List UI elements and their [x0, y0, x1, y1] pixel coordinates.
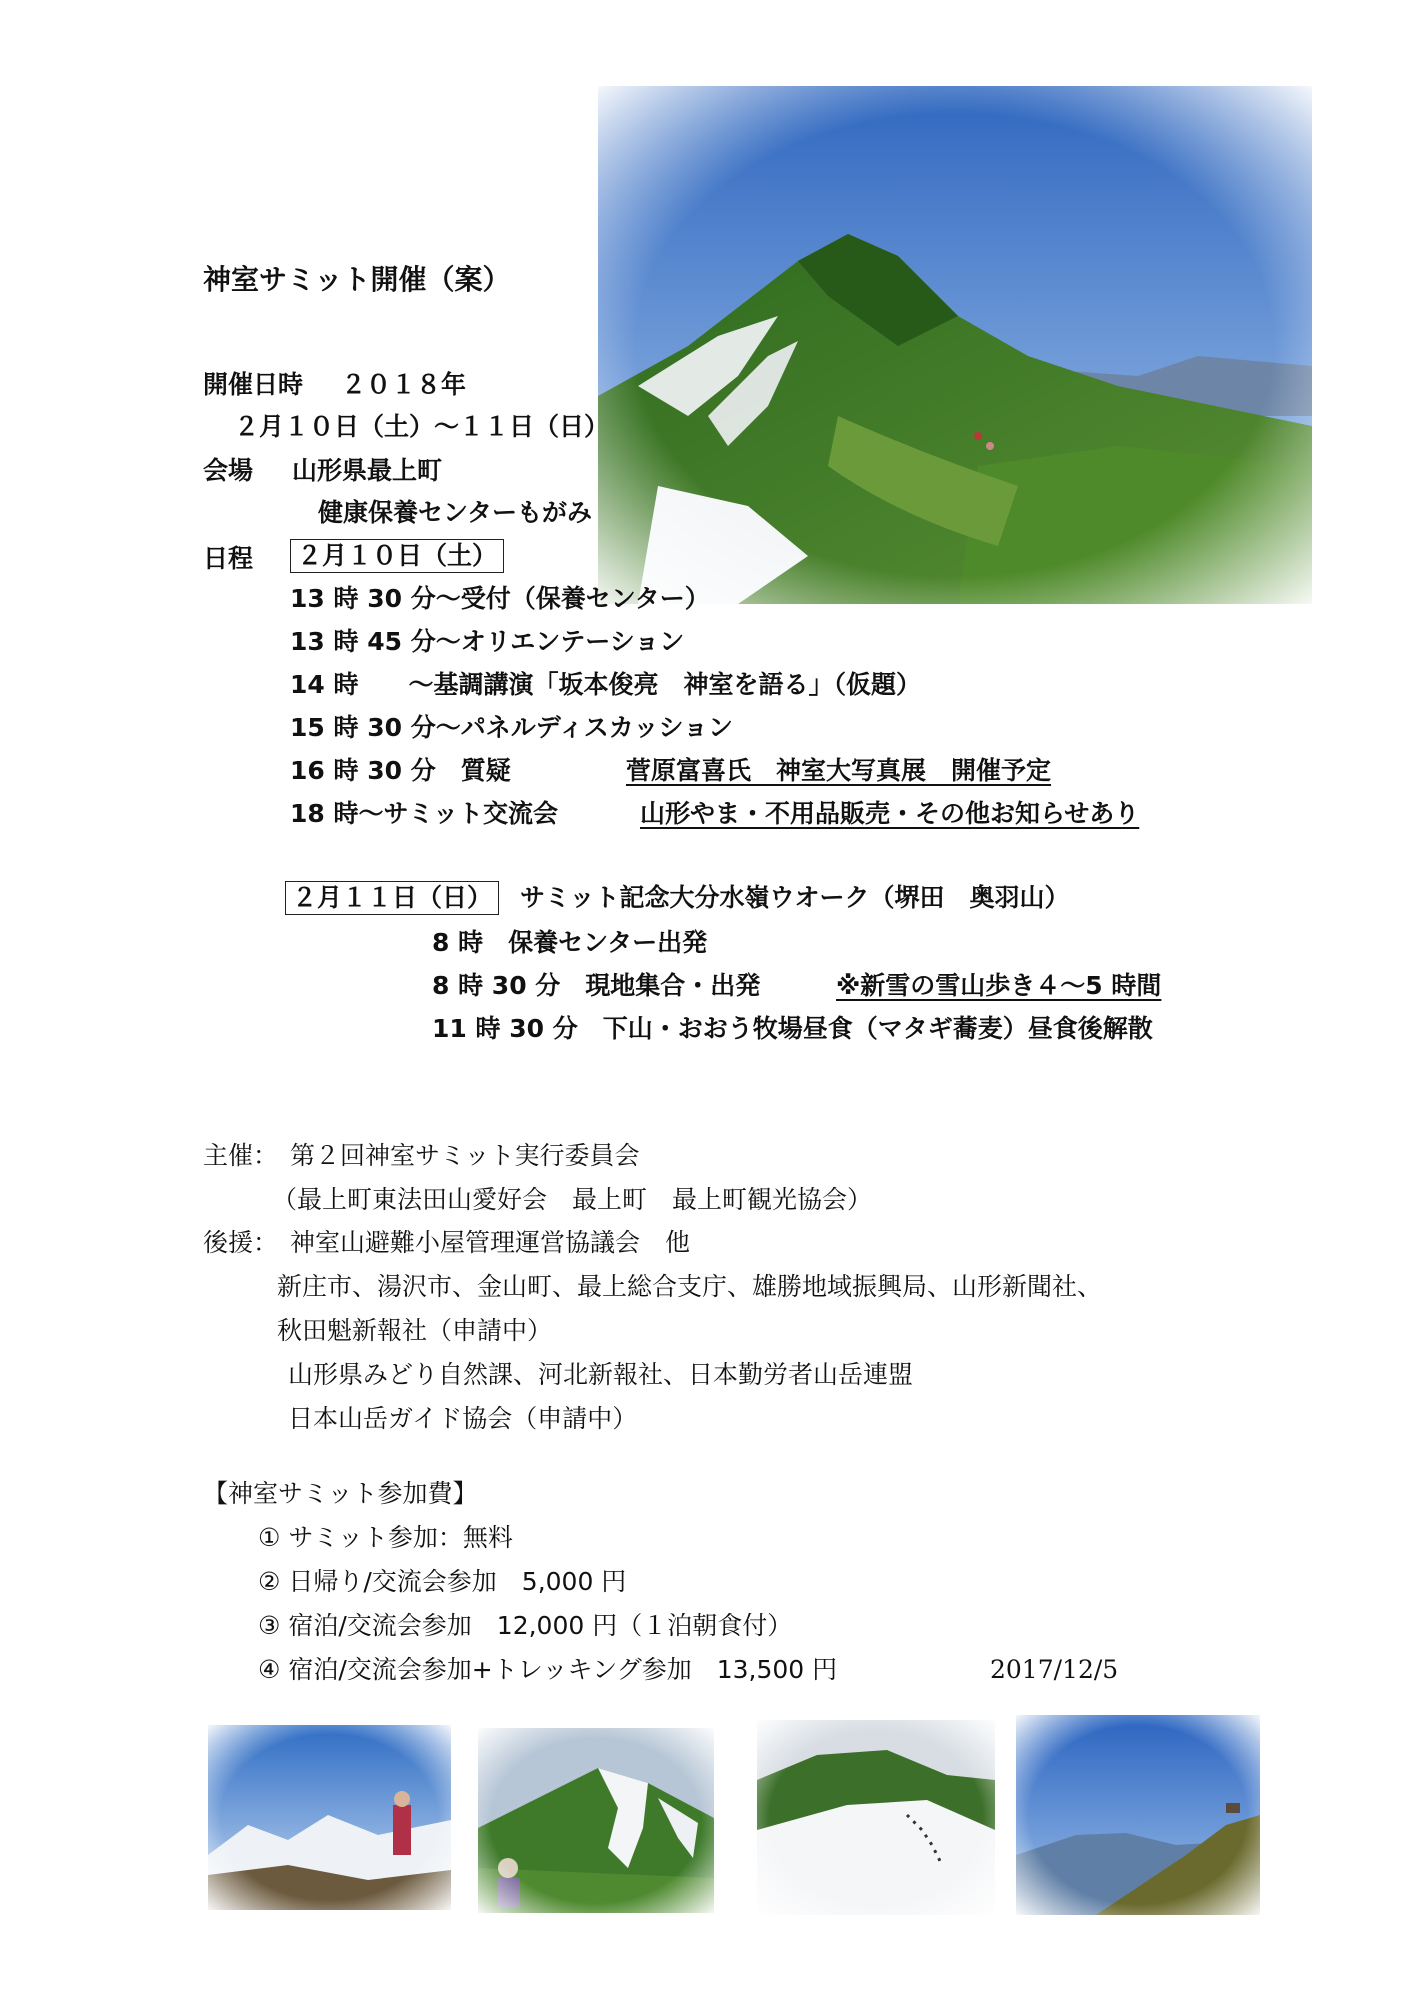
day1-item-reception: 13 時 30 分～受付（保養センター） — [290, 584, 710, 613]
support-line-1: 神室山避難小屋管理運営協議会 他 — [290, 1228, 691, 1257]
support-label: 後援： — [203, 1228, 279, 1257]
support-line-4: 山形県みどり自然課、河北新報社、日本勤労者山岳連盟 — [288, 1360, 914, 1389]
fee-item-2: ② 日帰り/交流会参加 5,000 円 — [258, 1567, 627, 1596]
snowy-summit-hikers-photo — [208, 1725, 451, 1910]
day2-title: サミット記念大分水嶺ウオーク（堺田 奥羽山） — [520, 883, 1070, 912]
day1-item-qa: 16 時 30 分 質疑 — [290, 756, 511, 785]
day2-item-meet: 8 時 30 分 現地集合・出発 — [432, 971, 761, 1000]
program-label: 日程 — [203, 544, 254, 573]
date-label: 開催日時 — [203, 370, 304, 399]
fee-item-1: ① サミット参加：無料 — [258, 1523, 513, 1552]
day1-note-photo-exhibit: 菅原富喜氏 神室大写真展 開催予定 — [626, 756, 1052, 785]
day1-date-box: ２月１０日（土） — [290, 539, 504, 573]
day2-item-depart: 8 時 保養センター出発 — [432, 928, 708, 957]
page-title: 神室サミット開催（案） — [203, 263, 511, 296]
support-line-2: 新庄市、湯沢市、金山町、最上総合支庁、雄勝地域振興局、山形新聞社、 — [277, 1272, 1103, 1301]
host-label: 主催： — [203, 1141, 279, 1170]
fee-item-4: ④ 宿泊/交流会参加+トレッキング参加 13,500 円 — [258, 1655, 838, 1684]
event-year: ２０１８年 — [341, 370, 467, 399]
venue-line-2: 健康保養センターもがみ — [318, 498, 593, 527]
host-name: 第２回神室サミット実行委員会 — [290, 1141, 640, 1170]
day1-note-sales: 山形やま・不用品販売・その他お知らせあり — [640, 799, 1140, 828]
venue-label: 会場 — [203, 456, 254, 485]
event-dates: ２月１０日（土）～１１日（日） — [234, 412, 610, 441]
support-line-5: 日本山岳ガイド協会（申請中） — [288, 1404, 638, 1433]
fee-item-3: ③ 宿泊/交流会参加 12,000 円（１泊朝食付） — [258, 1611, 793, 1640]
day2-item-lunch: 11 時 30 分 下山・おおう牧場昼食（マタギ蕎麦）昼食後解散 — [432, 1014, 1153, 1043]
distant-mountain-hut-photo — [1016, 1715, 1260, 1915]
fees-heading: 【神室サミット参加費】 — [203, 1479, 478, 1508]
day2-date-box: ２月１１日（日） — [285, 881, 499, 915]
green-ridge-hikers-photo — [478, 1728, 714, 1913]
day1-item-orientation: 13 時 45 分～オリエンテーション — [290, 627, 685, 656]
day1-item-keynote: 14 時 ～基調講演「坂本俊亮 神室を語る」（仮題） — [290, 670, 921, 699]
host-detail: （最上町東法田山愛好会 最上町 最上町観光協会） — [272, 1185, 873, 1214]
day1-item-panel: 15 時 30 分～パネルディスカッション — [290, 713, 733, 742]
day1-item-exchange: 18 時～サミット交流会 — [290, 799, 558, 828]
mountain-ridge-photo — [598, 86, 1312, 604]
support-line-3: 秋田魁新報社（申請中） — [277, 1316, 553, 1345]
document-date: 2017/12/5 — [990, 1655, 1119, 1684]
venue-line-1: 山形県最上町 — [292, 456, 443, 485]
day2-warning: ※新雪の雪山歩き４～5 時間 — [836, 971, 1162, 1000]
snowfield-trekking-photo — [757, 1720, 995, 1915]
